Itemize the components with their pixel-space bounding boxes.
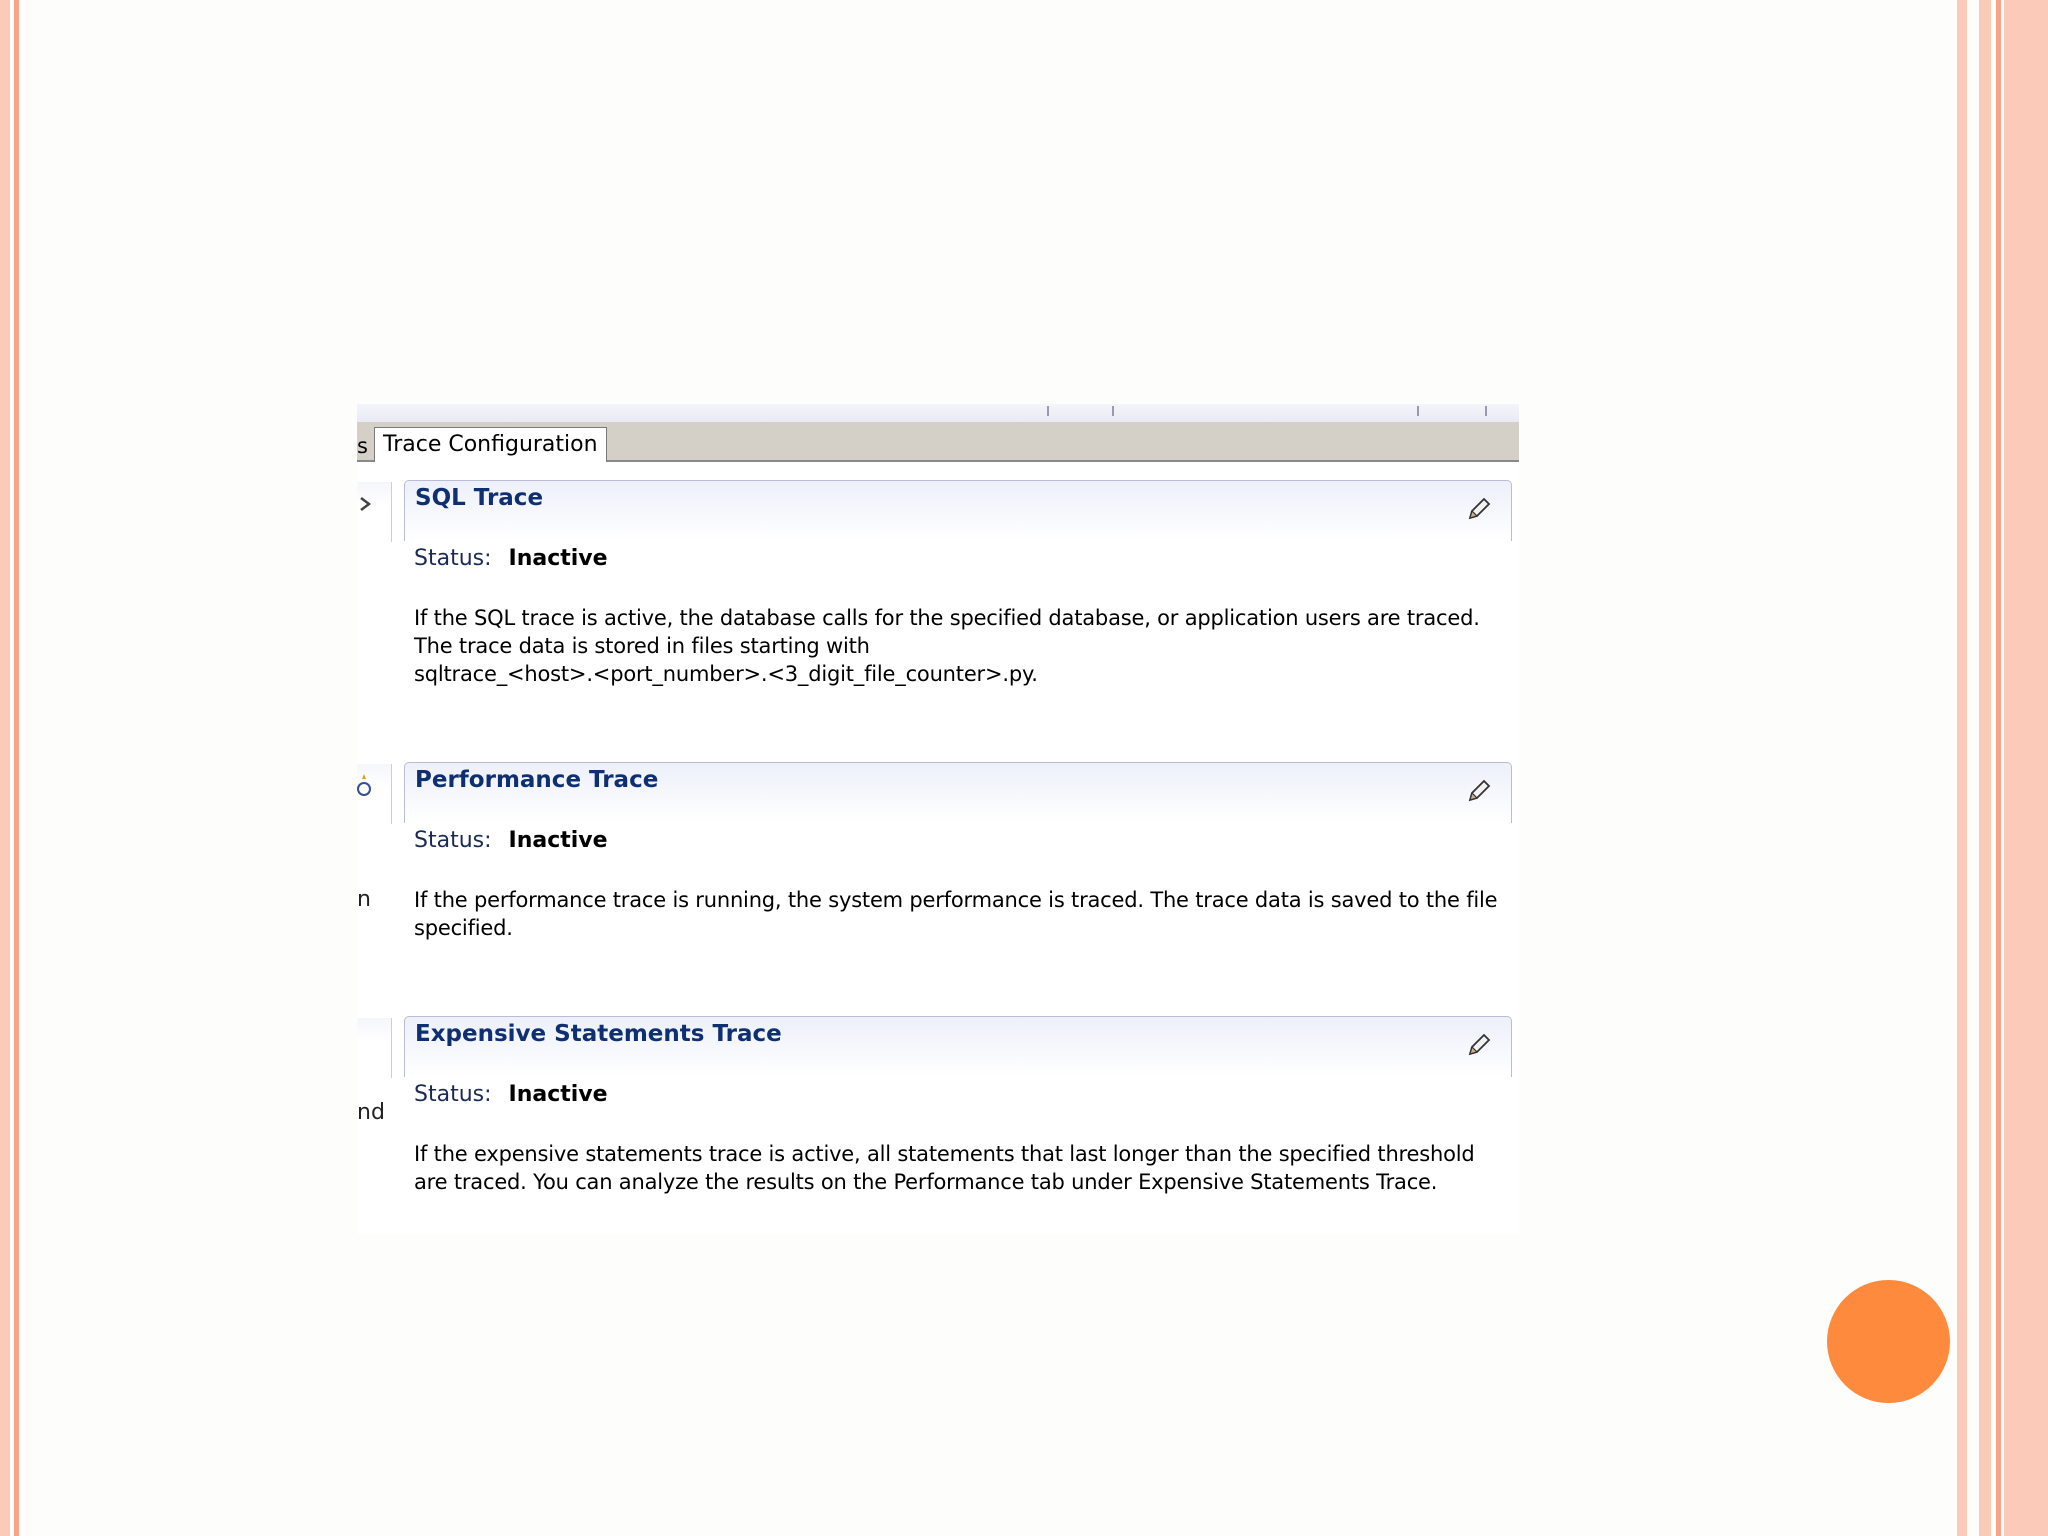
section-title: SQL Trace [415,485,544,511]
settings-clock-icon[interactable] [357,772,373,800]
slide-border-right-4 [2004,0,2048,1536]
description-line: If the performance trace is running, the system performance is traced. The trace data is saved to the file [414,888,1498,912]
section-header [404,480,1512,541]
status-label: Status: [414,546,492,571]
section-header [404,1016,1512,1077]
section-performance-trace [404,762,1512,992]
slide-border-left [0,0,10,1536]
description-line: specified. [414,916,513,940]
toolbar-separator [1047,406,1049,416]
pencil-icon[interactable] [1465,777,1493,805]
description-line: sqltrace_<host>.<port_number>.<3_digit_file_counter>.py. [414,662,1038,686]
section-description [414,1140,1504,1196]
toolbar-separator [1112,406,1114,416]
decorative-circle [1827,1280,1950,1403]
toolbar-separator [1485,406,1487,416]
slide-border-right-3 [1996,0,2001,1536]
left-panel-header-3 [357,1018,392,1078]
status-row [414,546,608,571]
status-value: Inactive [508,828,608,853]
section-description [414,886,1504,942]
tab-previous[interactable]: s [357,434,368,458]
status-label: Status: [414,1082,492,1107]
trace-configuration-screenshot [357,404,1519,1234]
slide-border-right [1957,0,1967,1536]
slide-border-left-inner [14,0,19,1536]
description-line: The trace data is stored in files starting with [414,634,870,658]
tab-bar [357,422,1519,462]
toolbar-strip [357,404,1519,422]
toolbar-separator [1417,406,1419,416]
description-line: If the expensive statements trace is active, all statements that last longer than the specified threshold [414,1142,1475,1166]
description-line: are traced. You can analyze the results on the Performance tab under Expensive Statements Trace. [414,1170,1438,1194]
status-value: Inactive [508,546,608,571]
status-label: Status: [414,828,492,853]
slide-border-right-2 [1979,0,1991,1536]
status-row [414,1082,608,1107]
chevron-right-icon[interactable] [359,494,373,514]
section-expensive-statements-trace [404,1016,1512,1234]
left-fragment-text: nd [357,1100,385,1125]
pencil-icon[interactable] [1465,495,1493,523]
section-title: Expensive Statements Trace [415,1021,782,1047]
section-title: Performance Trace [415,767,659,793]
tab-trace-configuration[interactable]: Trace Configuration [374,427,607,462]
section-description [414,604,1504,688]
section-header [404,762,1512,823]
description-line: If the SQL trace is active, the database calls for the specified database, or application users are traced. [414,606,1480,630]
pencil-icon[interactable] [1465,1031,1493,1059]
status-value: Inactive [508,1082,608,1107]
status-row [414,828,608,853]
left-fragment-text: n [357,887,371,912]
section-sql-trace [404,480,1512,740]
